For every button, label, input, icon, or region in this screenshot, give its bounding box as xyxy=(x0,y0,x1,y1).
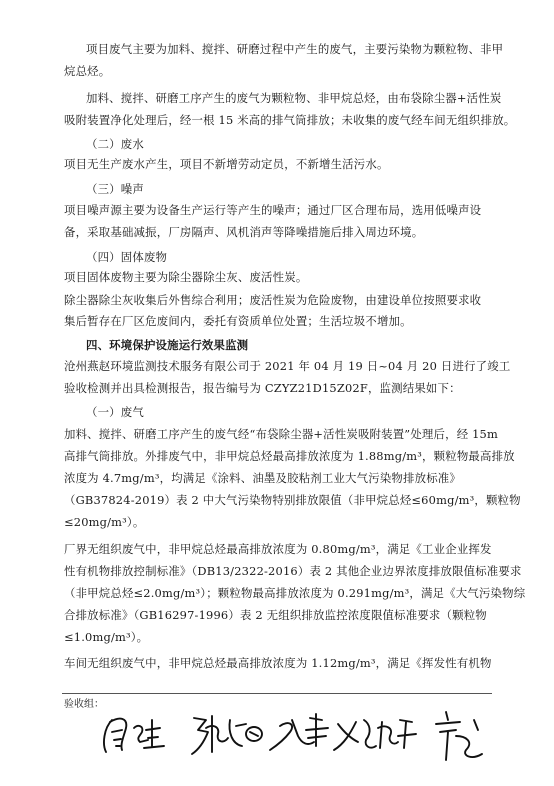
acceptance-group-label: 验收组： xyxy=(64,699,104,710)
signature-5 xyxy=(436,712,482,760)
text-line: 备，采取基础减振，厂房隔声、风机消声等降噪措施后排入周边环境。 xyxy=(64,225,424,239)
text-line: ≤1.0mg/m³）。 xyxy=(64,630,149,644)
section-heading: （一）废气 xyxy=(86,405,144,419)
signature-3 xyxy=(270,714,328,750)
text-line: 验收检测并出具检测报告，报告编号为 CZYZ21D15Z02F，监测结果如下： xyxy=(64,381,461,395)
handwritten-signatures xyxy=(94,706,494,768)
text-line: ≤20mg/m³）。 xyxy=(64,515,145,529)
footer-divider xyxy=(62,693,492,694)
text-line: 项目固体废物主要为除尘器除尘灰、废活性炭。 xyxy=(64,270,308,284)
text-line: 沧州燕赵环境监测技术服务有限公司于 2021 年 04 月 19 日~04 月 20 日进行了竣工 xyxy=(64,359,511,373)
text-line: 项目废气主要为加料、搅拌、研磨过程中产生的废气，主要污染物为颗粒物、非甲 xyxy=(86,42,504,56)
section-heading: （四）固体废物 xyxy=(86,250,168,264)
text-line: 性有机物排放控制标准》（DB13/2322-2016）表 2 其他企业边界浓度排放限值标准要求 xyxy=(64,564,522,578)
text-line: 加料、搅拌、研磨工序产生的废气经“布袋除尘器+活性炭吸附装置”处理后，经 15m xyxy=(64,427,498,441)
text-line: 加料、搅拌、研磨工序产生的废气为颗粒物、非甲烷总烃，由布袋除尘器+活性炭 xyxy=(86,91,502,105)
signature-4 xyxy=(334,720,416,750)
section-heading: （三）噪声 xyxy=(86,182,144,196)
text-line: （GB37824-2019）表 2 中大气污染物特别排放限值（非甲烷总烃≤60mg/m³，颗粒物 xyxy=(64,493,521,507)
text-line: 吸附装置净化处理后，经一根 15 米高的排气筒排放；未收集的废气经车间无组织排放。 xyxy=(64,113,516,127)
text-line: 烷总烃。 xyxy=(64,64,111,78)
text-line: 除尘器除尘灰收集后外售综合利用；废活性炭为危险废物，由建设单位按照要求收 xyxy=(64,293,482,307)
text-line: 项目噪声源主要为设备生产运行等产生的噪声；通过厂区合理布局，选用低噪声设 xyxy=(64,203,482,217)
signature-2 xyxy=(192,716,262,754)
text-line: （非甲烷总烃≤2.0mg/m³）；颗粒物最高排放浓度为 0.291mg/m³，满足《大气污染物综 xyxy=(64,586,526,600)
section-heading: （二）废水 xyxy=(86,137,144,151)
text-line: 合排放标准》（GB16297-1996）表 2 无组织排放监控浓度限值标准要求（颗粒物 xyxy=(64,608,487,622)
signature-1 xyxy=(104,719,164,752)
text-line: 高排气筒排放。外排废气中，非甲烷总烃最高排放浓度为 1.88mg/m³，颗粒物最高排放 xyxy=(64,449,515,463)
text-line: 车间无组织废气中，非甲烷总烃最高排放浓度为 1.12mg/m³，满足《挥发性有机物 xyxy=(64,656,492,670)
text-line: 厂界无组织废气中，非甲烷总烃最高排放浓度为 0.80mg/m³，满足《工业企业挥发 xyxy=(64,542,492,556)
text-line: 浓度为 4.7mg/m³，均满足《涂料、油墨及胶粘剂工业大气污染物排放标准》 xyxy=(64,471,461,485)
text-line: 集后暂存在厂区危废间内，委托有资质单位处置；生活垃圾不增加。 xyxy=(64,314,412,328)
text-line: 项目无生产废水产生，项目不新增劳动定员，不新增生活污水。 xyxy=(64,157,389,171)
chapter-heading: 四、环境保护设施运行效果监测 xyxy=(86,338,249,352)
